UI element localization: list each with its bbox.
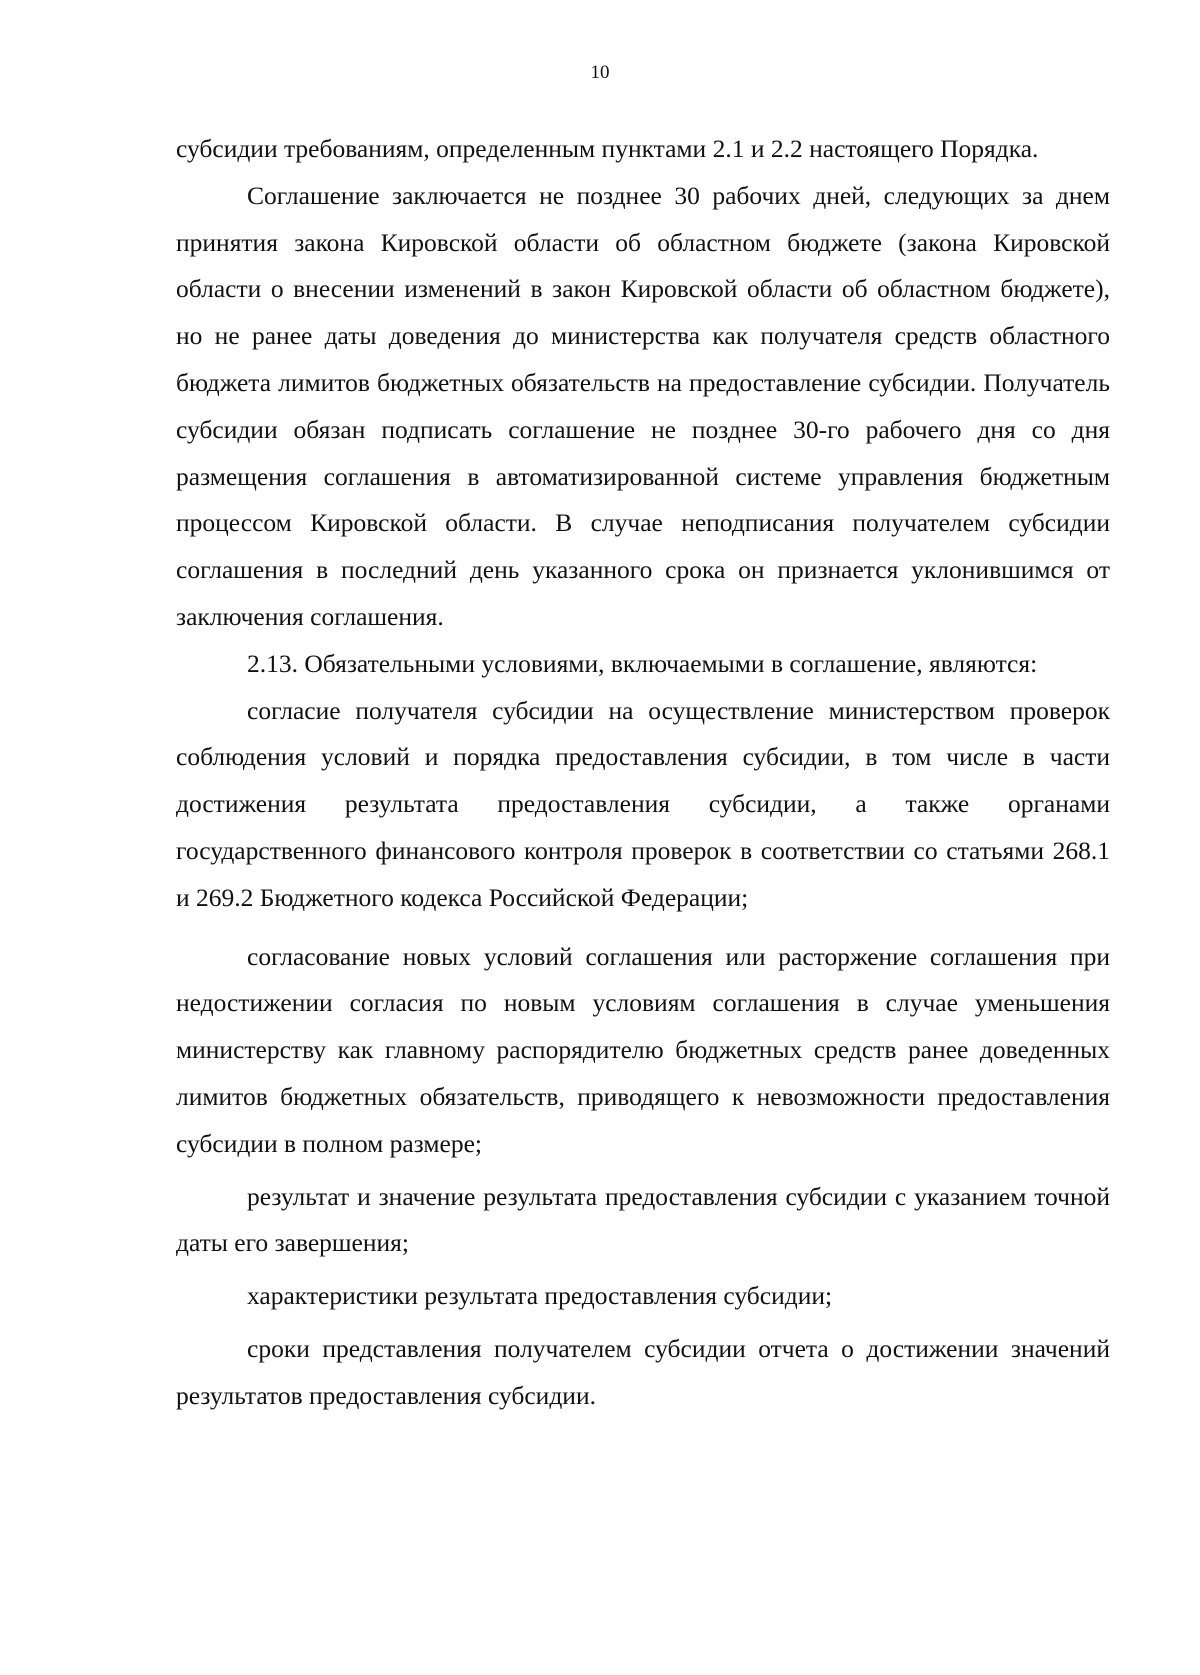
paragraph-continuation: субсидии требованиям, определенным пунктами 2.1 и 2.2 настоящего Порядка.	[176, 134, 1039, 163]
paragraph-result-value: результат и значение результата предоставления субсидии с указанием точной даты его завершения;	[176, 1181, 1110, 1258]
paragraph-consent-inspections: согласие получателя субсидии на осуществление министерством проверок соблюдения условий и порядка предоставления субсидии, в том числе в части достижения результата предоставления субсидии, а также органами государственного финансового контроля проверок в соответствии со статьями 268.1 и 269.2 Бюджетного кодекса Российской Федерации;	[176, 695, 1110, 912]
page-number: 10	[590, 62, 610, 83]
paragraph-agreement-terms: Соглашение заключается не позднее 30 рабочих дней, следующих за днем принятия закона Кировской области об областном бюджете (закона Кировской области о внесении изменений в закон Кировской области об областном бюджете), но не ранее даты доведения до министерства как получателя средств областного бюджета лимитов бюджетных обязательств на предоставление субсидии. Получатель субсидии обязан подписать соглашение не позднее 30-го рабочего дня со дня размещения соглашения в автоматизированной системе управления бюджетным процессом Кировской области. В случае неподписания получателем субсидии соглашения в последний день указанного срока он признается уклонившимся от заключения соглашения.	[176, 180, 1110, 631]
paragraph-new-conditions: согласование новых условий соглашения или расторжение соглашения при недостижении согласия по новым условиям соглашения в случае уменьшения министерству как главному распорядителю бюджетных средств ранее доведенных лимитов бюджетных обязательств, приводящего к невозможности предоставления субсидии в полном размере;	[176, 941, 1110, 1158]
paragraph-report-deadlines: сроки представления получателем субсидии отчета о достижении значений результатов предоставления субсидии.	[176, 1333, 1110, 1410]
document-body	[176, 126, 1110, 1420]
paragraph-result-characteristics: характеристики результата предоставления субсидии;	[247, 1281, 833, 1311]
paragraph-section-2-13: 2.13. Обязательными условиями, включаемыми в соглашение, являются:	[247, 648, 1038, 678]
